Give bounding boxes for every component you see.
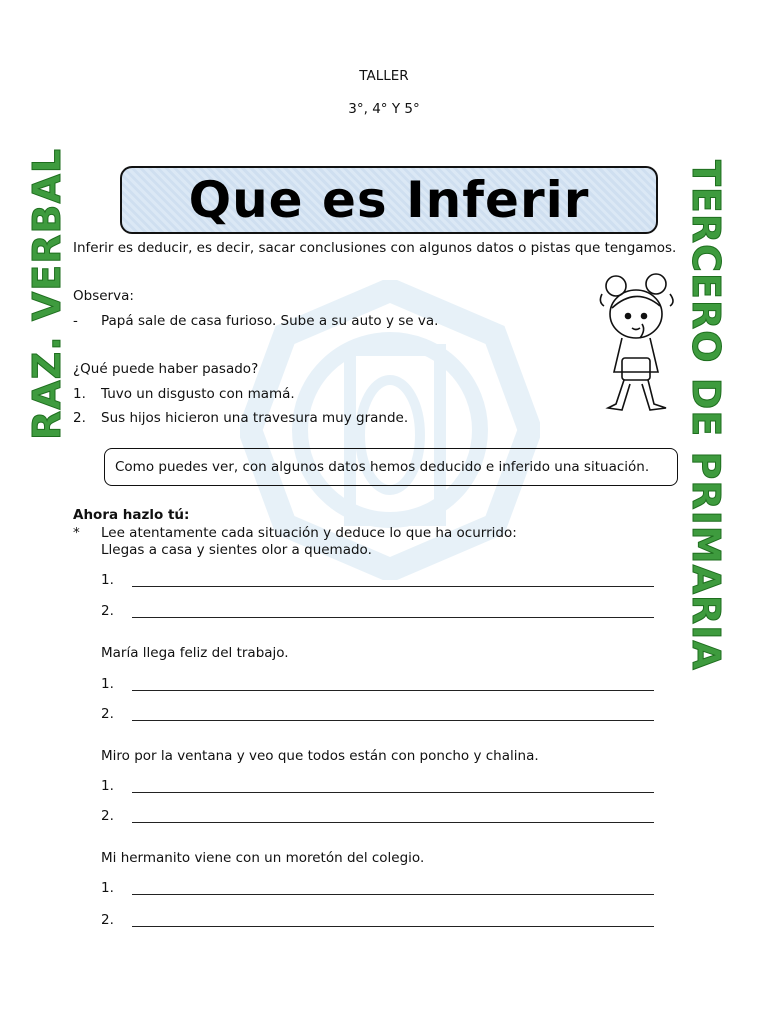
observe-label: Observa:	[73, 288, 134, 304]
answer-line[interactable]	[132, 792, 654, 793]
answer-line[interactable]	[132, 617, 654, 618]
exercise-instruction: Lee atentamente cada situación y deduce lo que ha ocurrido:	[101, 525, 517, 541]
line-number: 1.	[101, 676, 114, 692]
answer-text: Sus hijos hicieron una travesura muy grande.	[101, 410, 409, 426]
situation-text: Mi hermanito viene con un moretón del colegio.	[101, 850, 425, 866]
observe-bullet: -	[73, 313, 78, 329]
line-number: 1.	[101, 572, 114, 588]
page-title: Que es Inferir	[188, 171, 590, 229]
answer-line[interactable]	[132, 894, 654, 895]
exercise-heading: Ahora hazlo tú:	[73, 507, 190, 523]
answer-line[interactable]	[132, 690, 654, 691]
situation-text: Llegas a casa y sientes olor a quemado.	[101, 542, 372, 558]
answer-number: 1.	[73, 386, 86, 402]
answer-line[interactable]	[132, 822, 654, 823]
note-text: Como puedes ver, con algunos datos hemos deducido e inferido una situación.	[115, 459, 650, 475]
note-box	[104, 448, 678, 486]
side-label-right: TERCERO DE PRIMARIA	[684, 160, 728, 671]
answer-line[interactable]	[132, 926, 654, 927]
line-number: 2.	[101, 808, 114, 824]
answer-line[interactable]	[132, 720, 654, 721]
answer-line[interactable]	[132, 586, 654, 587]
workshop-label: TALLER	[359, 68, 409, 84]
answer-number: 2.	[73, 410, 86, 426]
line-number: 1.	[101, 778, 114, 794]
situation-text: María llega feliz del trabajo.	[101, 645, 289, 661]
grades-label: 3°, 4° Y 5°	[348, 101, 420, 117]
line-number: 2.	[101, 912, 114, 928]
line-number: 2.	[101, 706, 114, 722]
situation-text: Miro por la ventana y veo que todos están con poncho y chalina.	[101, 748, 539, 764]
side-label-left: RAZ. VERBAL	[25, 147, 69, 440]
observe-text: Papá sale de casa furioso. Sube a su auto y se va.	[101, 313, 439, 329]
title-banner	[120, 166, 658, 234]
question-text: ¿Qué puede haber pasado?	[73, 361, 259, 377]
line-number: 1.	[101, 880, 114, 896]
intro-text: Inferir es deducir, es decir, sacar conclusiones con algunos datos o pistas que tengamos.	[73, 240, 677, 256]
girl-clipart-icon	[596, 272, 680, 422]
line-number: 2.	[101, 603, 114, 619]
answer-text: Tuvo un disgusto con mamá.	[101, 386, 295, 402]
star-bullet: *	[73, 525, 80, 541]
